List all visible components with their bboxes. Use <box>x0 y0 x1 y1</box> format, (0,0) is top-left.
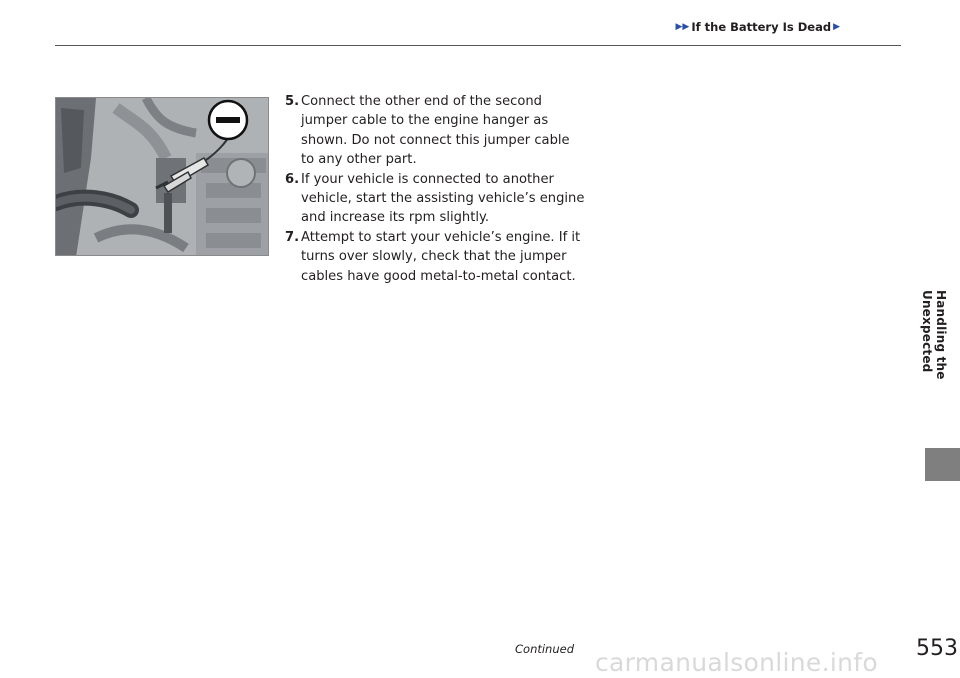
engine-hanger-illustration <box>55 97 269 256</box>
step-5 <box>285 92 585 170</box>
watermark: carmanualsonline.info <box>595 648 878 677</box>
triangle-icon: ▶▶ <box>675 22 690 32</box>
step-number: 7. <box>285 229 300 245</box>
section-tab-label[interactable]: Handling the Unexpected <box>920 290 948 380</box>
continued-label: Continued <box>515 642 575 656</box>
page-number: 553 <box>916 636 958 661</box>
instruction-steps <box>285 92 585 286</box>
triangle-icon: ▶ <box>833 22 840 32</box>
step-number: 6. <box>285 171 300 187</box>
header-divider <box>55 45 901 46</box>
step-6 <box>285 170 585 228</box>
step-7 <box>285 228 585 286</box>
breadcrumb[interactable] <box>676 20 841 34</box>
step-text: Attempt to start your vehicle’s engine. If it turns over slowly, check that the jumper cables have good metal-to-metal contact. <box>301 229 581 284</box>
step-number: 5. <box>285 94 300 109</box>
section-tab-marker <box>925 448 960 481</box>
page-header <box>0 0 900 40</box>
breadcrumb-label: If the Battery Is Dead <box>691 20 832 34</box>
step-text: Connect the other end of the second jumper cable to the engine hanger as shown. Do not connect this jumper cable to any other part. <box>301 94 570 168</box>
step-text: If your vehicle is connected to another vehicle, start the assisting vehicle’s engine and increase its rpm slightly. <box>301 171 585 226</box>
